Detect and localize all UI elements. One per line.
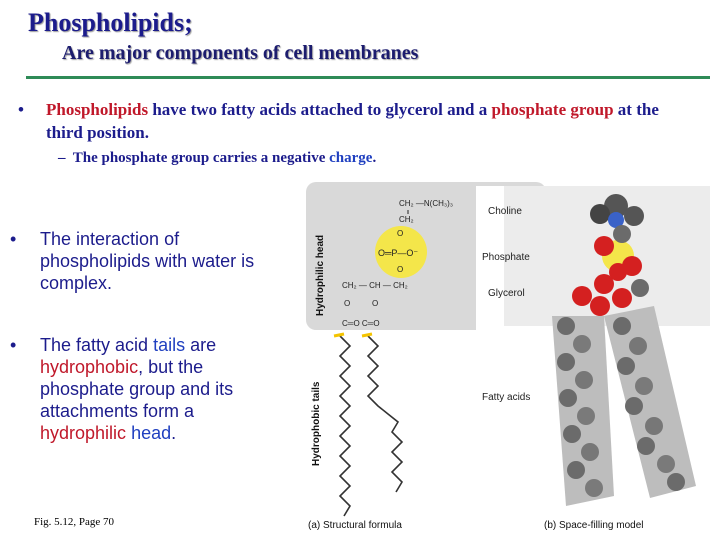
- carbon-atom: [585, 479, 603, 497]
- subbullet-marker: –: [58, 150, 66, 166]
- carbon-atom: [577, 407, 595, 425]
- bullet-interaction: [10, 228, 260, 294]
- text-segment: The phosphate group carries a negative: [72, 150, 330, 166]
- text-segment: , but the phosphate group and its attachments form a: [40, 357, 234, 421]
- figure-reference: Fig. 5.12, Page 70: [34, 516, 115, 528]
- carbon-atom: [645, 417, 663, 435]
- text-segment: .: [372, 150, 377, 166]
- carbon-atom: [625, 397, 643, 415]
- formula-oxygen: O: [344, 299, 351, 308]
- carbon-atom: [631, 279, 649, 297]
- oxygen-atom: [612, 288, 632, 308]
- bullet-marker: •: [10, 229, 17, 249]
- term-hydrophilic: hydrophilic: [40, 423, 127, 443]
- term-charge: charge: [329, 150, 373, 166]
- carbon-atom: [624, 206, 644, 226]
- bullet-phospholipids: [18, 98, 698, 144]
- carbon-atom: [617, 357, 635, 375]
- carbon-atom: [590, 204, 610, 224]
- carbon-atom: [657, 455, 675, 473]
- fatty-acid-chain: [340, 336, 350, 516]
- oxygen-atom: [594, 236, 614, 256]
- text-segment: The fatty acid: [40, 335, 154, 355]
- caption-structural-formula: (a) Structural formula: [308, 520, 402, 531]
- term-hydrophobic: hydrophobic: [40, 357, 139, 377]
- carbon-atom: [575, 371, 593, 389]
- text-segment: .: [171, 423, 177, 443]
- formula-ch2: CH₂: [399, 215, 414, 224]
- carbon-atom: [557, 353, 575, 371]
- fatty-acids-label: Fatty acids: [482, 392, 531, 403]
- phospholipid-figure: [304, 176, 710, 534]
- hydrophobic-tails-label: Hydrophobic tails: [311, 381, 322, 466]
- bullet-text: [40, 334, 260, 444]
- subbullet-negative-charge: [58, 150, 458, 167]
- term-phospholipids: Phospholipids: [46, 100, 149, 119]
- carbon-atom: [613, 225, 631, 243]
- choline-label: Choline: [488, 206, 522, 217]
- carbon-atom: [613, 317, 631, 335]
- carbon-atom: [629, 337, 647, 355]
- slide-title: Phospholipids;: [28, 8, 193, 37]
- carbon-atom: [559, 389, 577, 407]
- carbon-atom: [573, 335, 591, 353]
- carbon-atom: [581, 443, 599, 461]
- bullet-marker: •: [10, 335, 17, 355]
- bullet-text: The interaction of phospholipids with water is complex.: [40, 229, 255, 293]
- formula-oxygen: O: [397, 265, 404, 274]
- bullet-marker: •: [18, 100, 24, 119]
- chain-highlight: [334, 334, 344, 336]
- oxygen-atom: [590, 296, 610, 316]
- bullet-text: [46, 98, 698, 144]
- formula-glycerol: CH₂ — CH — CH₂: [342, 281, 408, 290]
- text-segment: at the third position.: [46, 100, 659, 142]
- phosphate-label: Phosphate: [482, 252, 530, 263]
- carbon-atom: [667, 473, 685, 491]
- formula-oxygen: O: [397, 229, 404, 238]
- text-segment: are: [185, 335, 217, 355]
- term-head: head: [131, 423, 172, 443]
- fatty-acid-chain: [368, 336, 402, 492]
- title-divider: [26, 76, 710, 79]
- term-phosphate-group: phosphate group: [491, 100, 614, 119]
- text-segment: have two fatty acids attached to glycerol and a: [148, 100, 492, 119]
- carbon-atom: [557, 317, 575, 335]
- carbon-atom: [635, 377, 653, 395]
- glycerol-label: Glycerol: [488, 288, 525, 299]
- formula-phosphate: O═P—O⁻: [378, 248, 419, 258]
- term-tails: tails: [153, 335, 186, 355]
- caption-space-filling-model: (b) Space-filling model: [544, 520, 644, 531]
- chain-highlight: [362, 334, 372, 336]
- carbon-atom: [637, 437, 655, 455]
- carbon-atom: [563, 425, 581, 443]
- carbon-atom: [567, 461, 585, 479]
- hydrophilic-head-label: Hydrophilic head: [315, 234, 326, 316]
- bullet-fatty-acid-tails: [10, 334, 260, 444]
- formula-ester: C═O C═O: [342, 319, 380, 328]
- formula-oxygen: O: [372, 299, 379, 308]
- formula-choline: CH₂ —N(CH₃)₃: [399, 199, 454, 208]
- slide-subtitle: Are major components of cell membranes: [62, 42, 419, 64]
- oxygen-atom: [572, 286, 592, 306]
- oxygen-atom: [609, 263, 627, 281]
